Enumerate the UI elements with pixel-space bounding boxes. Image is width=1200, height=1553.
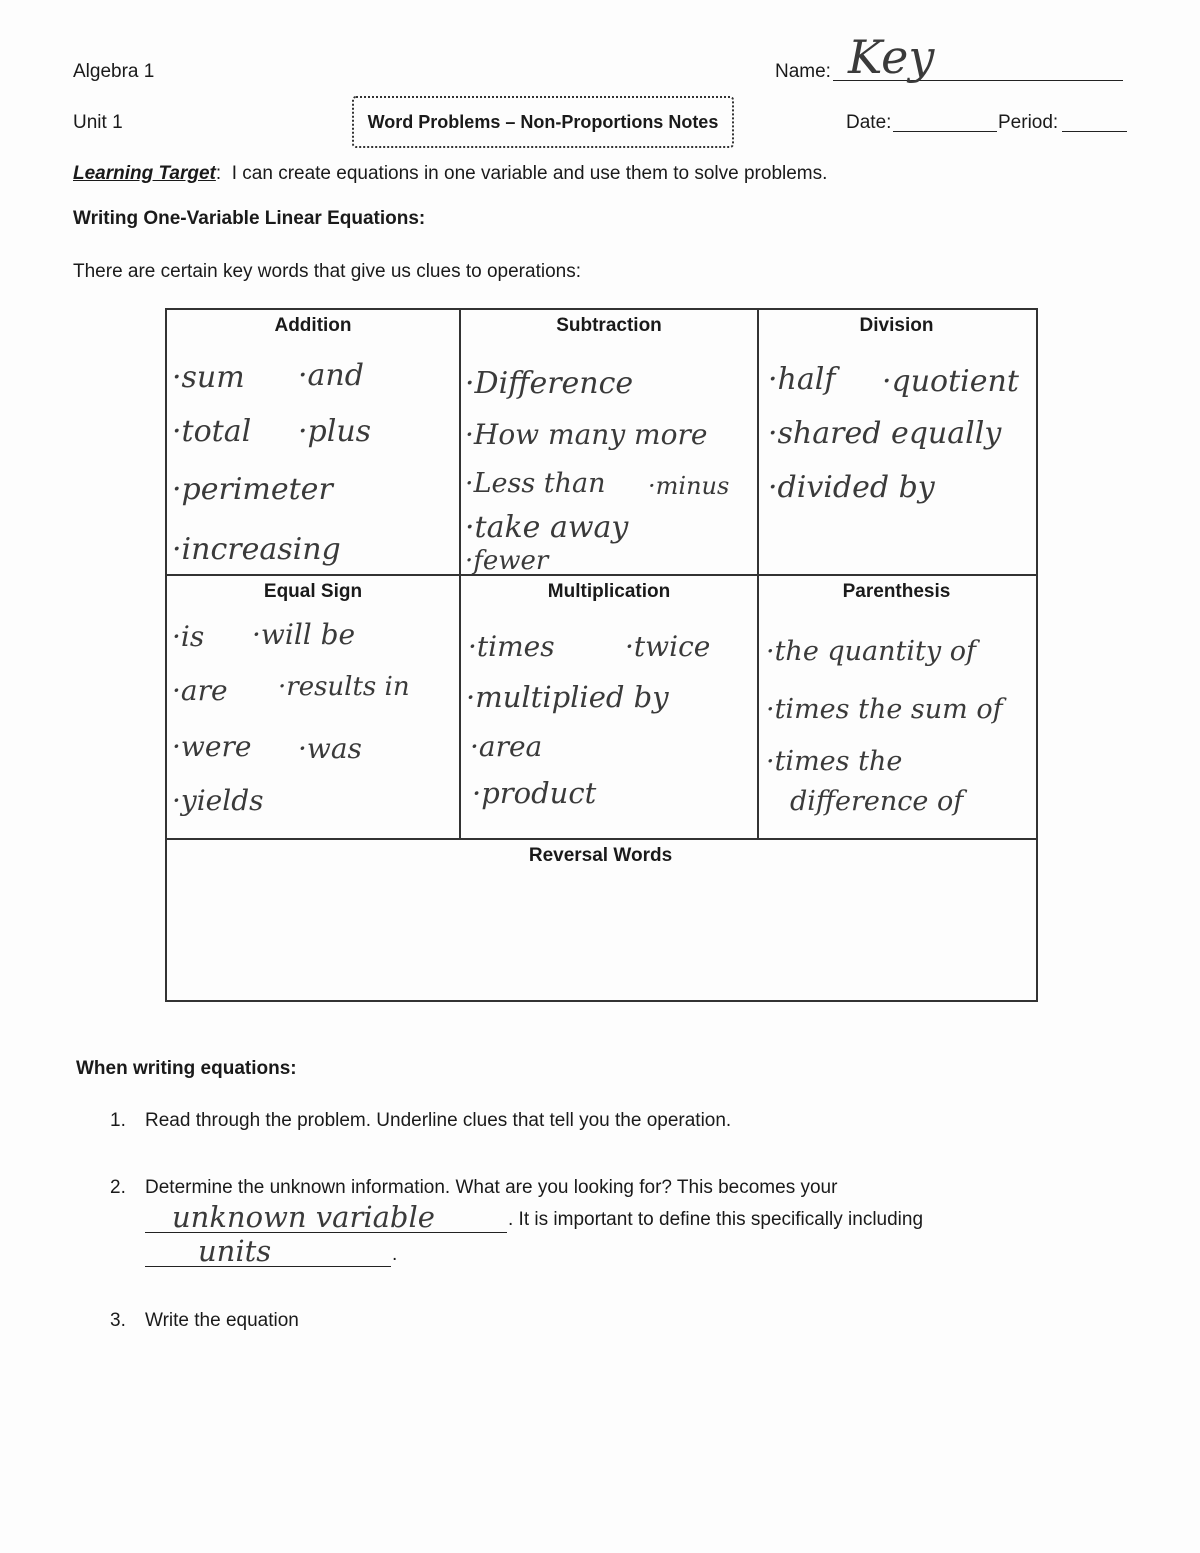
- table-divider: [757, 308, 759, 838]
- equal-sign-entry: ·yields: [172, 784, 264, 817]
- addition-entry: ·plus: [298, 414, 372, 449]
- step-text: Read through the problem. Underline clues that tell you the operation.: [145, 1110, 732, 1131]
- learning-target-colon: :: [215, 163, 222, 184]
- division-entry: ·quotient: [882, 364, 1019, 399]
- equal-sign-entry: ·results in: [278, 672, 410, 702]
- table-divider: [165, 574, 1036, 576]
- subtraction-entry: ·Difference: [465, 366, 634, 401]
- addition-entry: ·and: [298, 358, 364, 393]
- intro-text: There are certain key words that give us clues to operations:: [73, 261, 581, 282]
- step-number: 3.: [110, 1310, 126, 1331]
- steps-heading: When writing equations:: [76, 1058, 297, 1079]
- addition-entry: ·increasing: [172, 532, 341, 567]
- division-heading: Division: [859, 315, 934, 336]
- unit-label: Unit 1: [73, 112, 123, 133]
- subtraction-entry: ·take away: [465, 510, 629, 545]
- equal-sign-entry: ·was: [298, 732, 362, 765]
- equal-sign-entry: ·is: [172, 620, 205, 653]
- equal-sign-entry: ·are: [172, 674, 228, 707]
- learning-target-label: Learning Target: [73, 163, 216, 184]
- reversal-heading: Reversal Words: [528, 845, 673, 866]
- units-answer: units: [198, 1234, 272, 1268]
- step-text: Determine the unknown information. What are you looking for? This becomes your: [145, 1177, 838, 1198]
- step-text: Write the equation: [145, 1310, 299, 1331]
- subtraction-entry: ·Less than: [465, 468, 606, 499]
- division-entry: ·shared equally: [768, 416, 1002, 451]
- equal-sign-entry: ·will be: [252, 618, 356, 651]
- date-blank[interactable]: [893, 131, 997, 132]
- table-divider: [459, 308, 461, 838]
- subtraction-entry: ·fewer: [465, 546, 549, 576]
- section-heading: Writing One-Variable Linear Equations:: [73, 208, 426, 229]
- parenthesis-entry: difference of: [790, 786, 964, 817]
- subtraction-entry: ·minus: [648, 472, 730, 500]
- step-text: .: [392, 1244, 398, 1265]
- subtraction-heading: Subtraction: [556, 315, 662, 336]
- multiplication-heading: Multiplication: [547, 581, 671, 602]
- variable-answer: unknown variable: [172, 1200, 435, 1234]
- division-entry: ·divided by: [768, 470, 935, 505]
- multiplication-entry: ·product: [472, 776, 597, 810]
- learning-target-text: I can create equations in one variable and use them to solve problems.: [231, 163, 828, 184]
- parenthesis-entry: ·times the sum of: [766, 694, 1003, 725]
- addition-entry: ·total: [172, 414, 252, 449]
- name-handwritten: Key: [848, 30, 935, 84]
- step-text: . It is important to define this specifically including: [508, 1209, 924, 1230]
- division-entry: ·half: [768, 362, 836, 397]
- step-number: 1.: [110, 1110, 126, 1131]
- name-label: Name:: [775, 61, 831, 82]
- addition-entry: ·sum: [172, 360, 245, 395]
- multiplication-entry: ·twice: [625, 630, 711, 663]
- course-label: Algebra 1: [73, 61, 155, 82]
- learning-target: [73, 163, 827, 185]
- period-blank[interactable]: [1062, 131, 1127, 132]
- parenthesis-heading: Parenthesis: [842, 581, 951, 602]
- parenthesis-entry: ·the quantity of: [766, 636, 976, 667]
- parenthesis-entry: ·times the: [766, 746, 903, 777]
- addition-heading: Addition: [274, 315, 352, 336]
- addition-entry: ·perimeter: [172, 472, 333, 507]
- equal-sign-entry: ·were: [172, 730, 252, 763]
- subtraction-entry: ·How many more: [465, 418, 708, 451]
- date-label: Date:: [846, 112, 892, 133]
- table-divider: [165, 838, 1036, 840]
- multiplication-entry: ·times: [468, 630, 555, 663]
- equal-sign-heading: Equal Sign: [263, 581, 363, 602]
- worksheet-title: Word Problems – Non-Proportions Notes: [352, 96, 734, 148]
- period-label: Period:: [998, 112, 1059, 133]
- multiplication-entry: ·multiplied by: [466, 680, 669, 714]
- step-number: 2.: [110, 1177, 126, 1198]
- multiplication-entry: ·area: [470, 730, 543, 763]
